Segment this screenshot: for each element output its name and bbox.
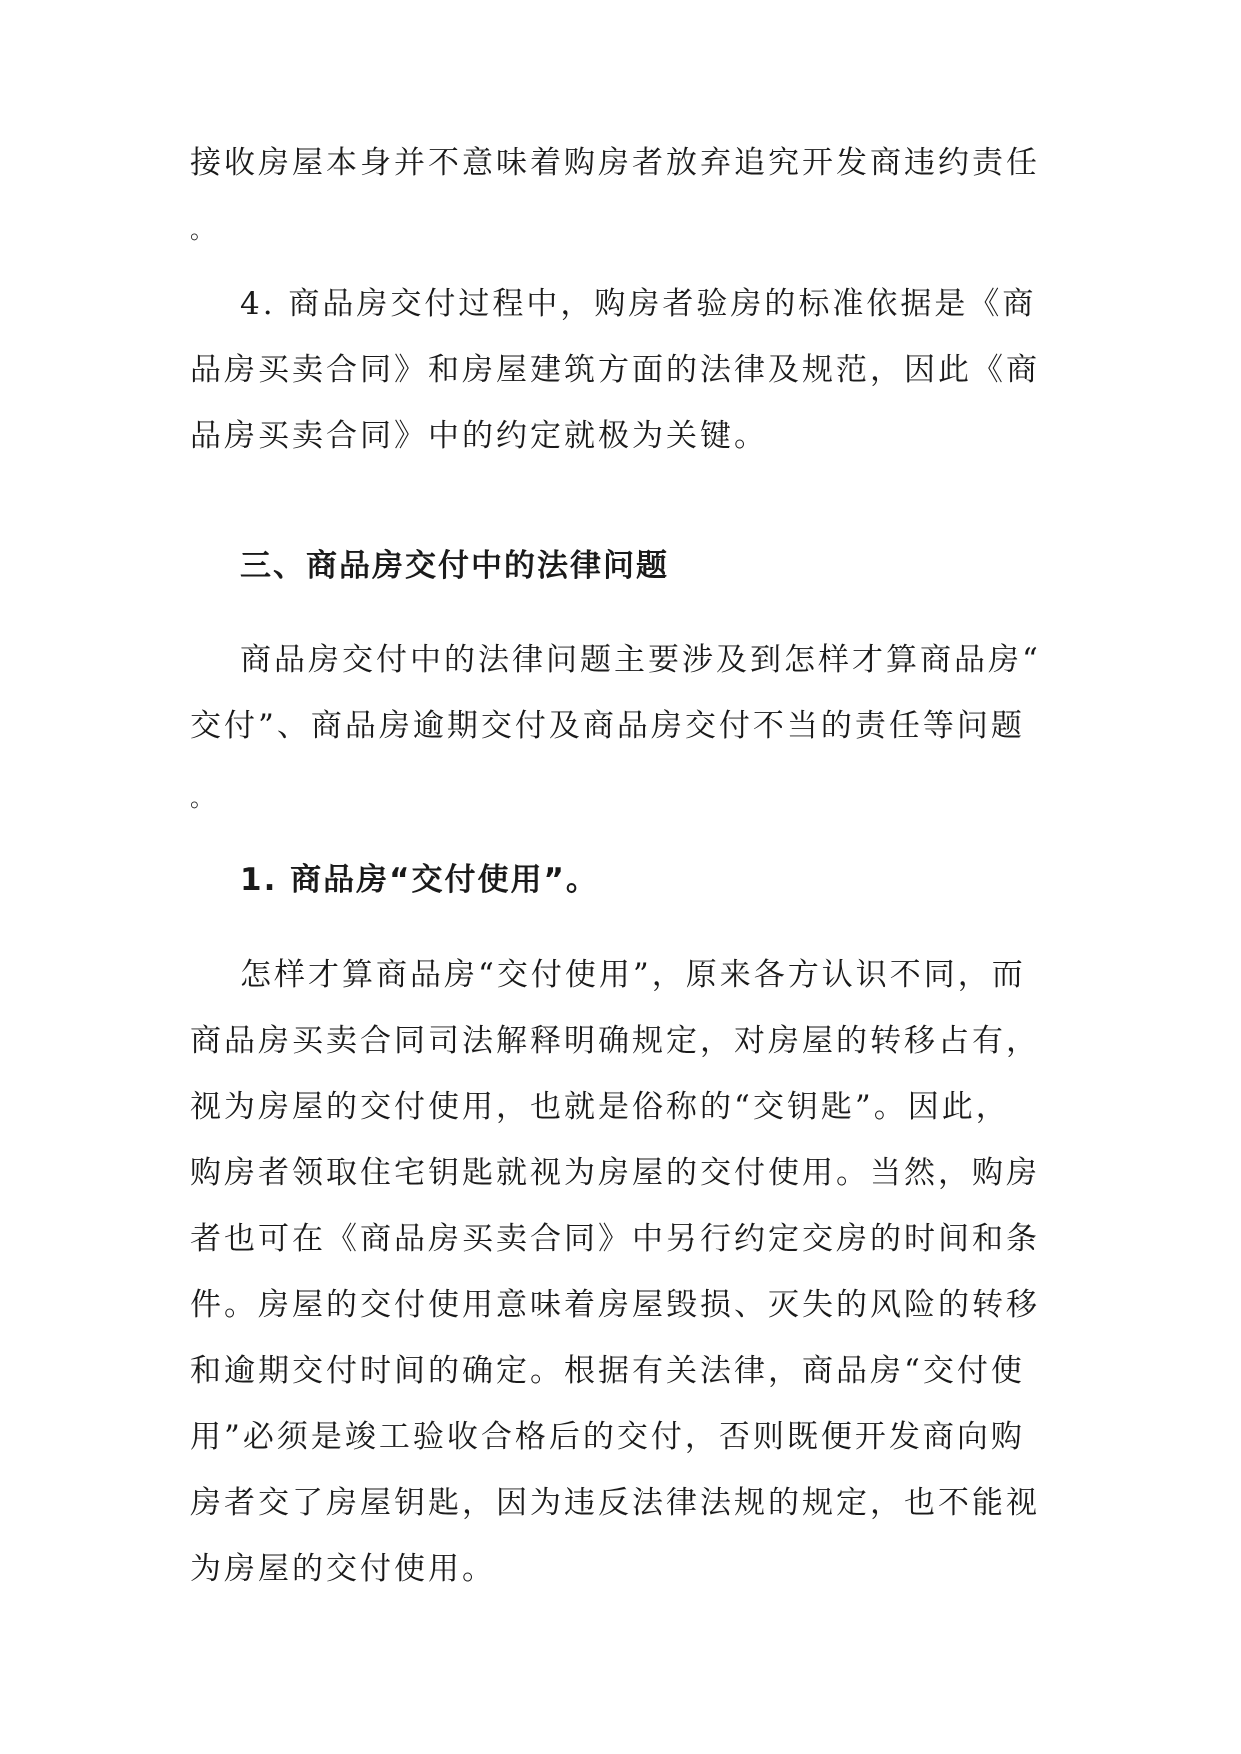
paragraph-delivery-line-9: 房者交了房屋钥匙，因为违反法律法规的规定，也不能视 — [190, 1485, 1040, 1521]
paragraph-delivery-line-2: 商品房买卖合同司法解释明确规定，对房屋的转移占有， — [190, 1023, 1040, 1059]
paragraph-delivery-line-5: 者也可在《商品房买卖合同》中另行约定交房的时间和条 — [190, 1221, 1040, 1257]
paragraph-intro-line-1: 接收房屋本身并不意味着购房者放弃追究开发商违约责任 — [190, 145, 1040, 181]
paragraph-delivery-line-3: 视为房屋的交付使用，也就是俗称的“交钥匙”。因此， — [190, 1089, 1010, 1125]
paragraph-4-line-3: 品房买卖合同》中的约定就极为关键。 — [190, 418, 768, 454]
paragraph-4-line-1: 4. 商品房交付过程中，购房者验房的标准依据是《商 — [240, 286, 1037, 322]
subsection-heading-1: 1. 商品房“交付使用”。 — [240, 862, 599, 898]
paragraph-delivery-line-10: 为房屋的交付使用。 — [190, 1551, 496, 1587]
paragraph-4-line-2: 品房买卖合同》和房屋建筑方面的法律及规范，因此《商 — [190, 352, 1040, 388]
paragraph-delivery-line-6: 件。房屋的交付使用意味着房屋毁损、灭失的风险的转移 — [190, 1287, 1040, 1323]
paragraph-overview-line-1: 商品房交付中的法律问题主要涉及到怎样才算商品房“ — [240, 642, 1041, 678]
paragraph-overview-line-3: 。 — [190, 784, 217, 812]
paragraph-overview-line-2: 交付”、商品房逾期交付及商品房交付不当的责任等问题 — [190, 708, 1025, 744]
paragraph-delivery-line-8: 用”必须是竣工验收合格后的交付，否则既便开发商向购 — [190, 1419, 1025, 1455]
section-heading-3: 三、商品房交付中的法律问题 — [240, 548, 669, 584]
paragraph-delivery-line-1: 怎样才算商品房“交付使用”，原来各方认识不同，而 — [240, 957, 1026, 993]
paragraph-delivery-line-4: 购房者领取住宅钥匙就视为房屋的交付使用。当然，购房 — [190, 1155, 1040, 1191]
paragraph-intro-line-2: 。 — [190, 216, 217, 244]
paragraph-delivery-line-7: 和逾期交付时间的确定。根据有关法律，商品房“交付使 — [190, 1353, 1025, 1389]
